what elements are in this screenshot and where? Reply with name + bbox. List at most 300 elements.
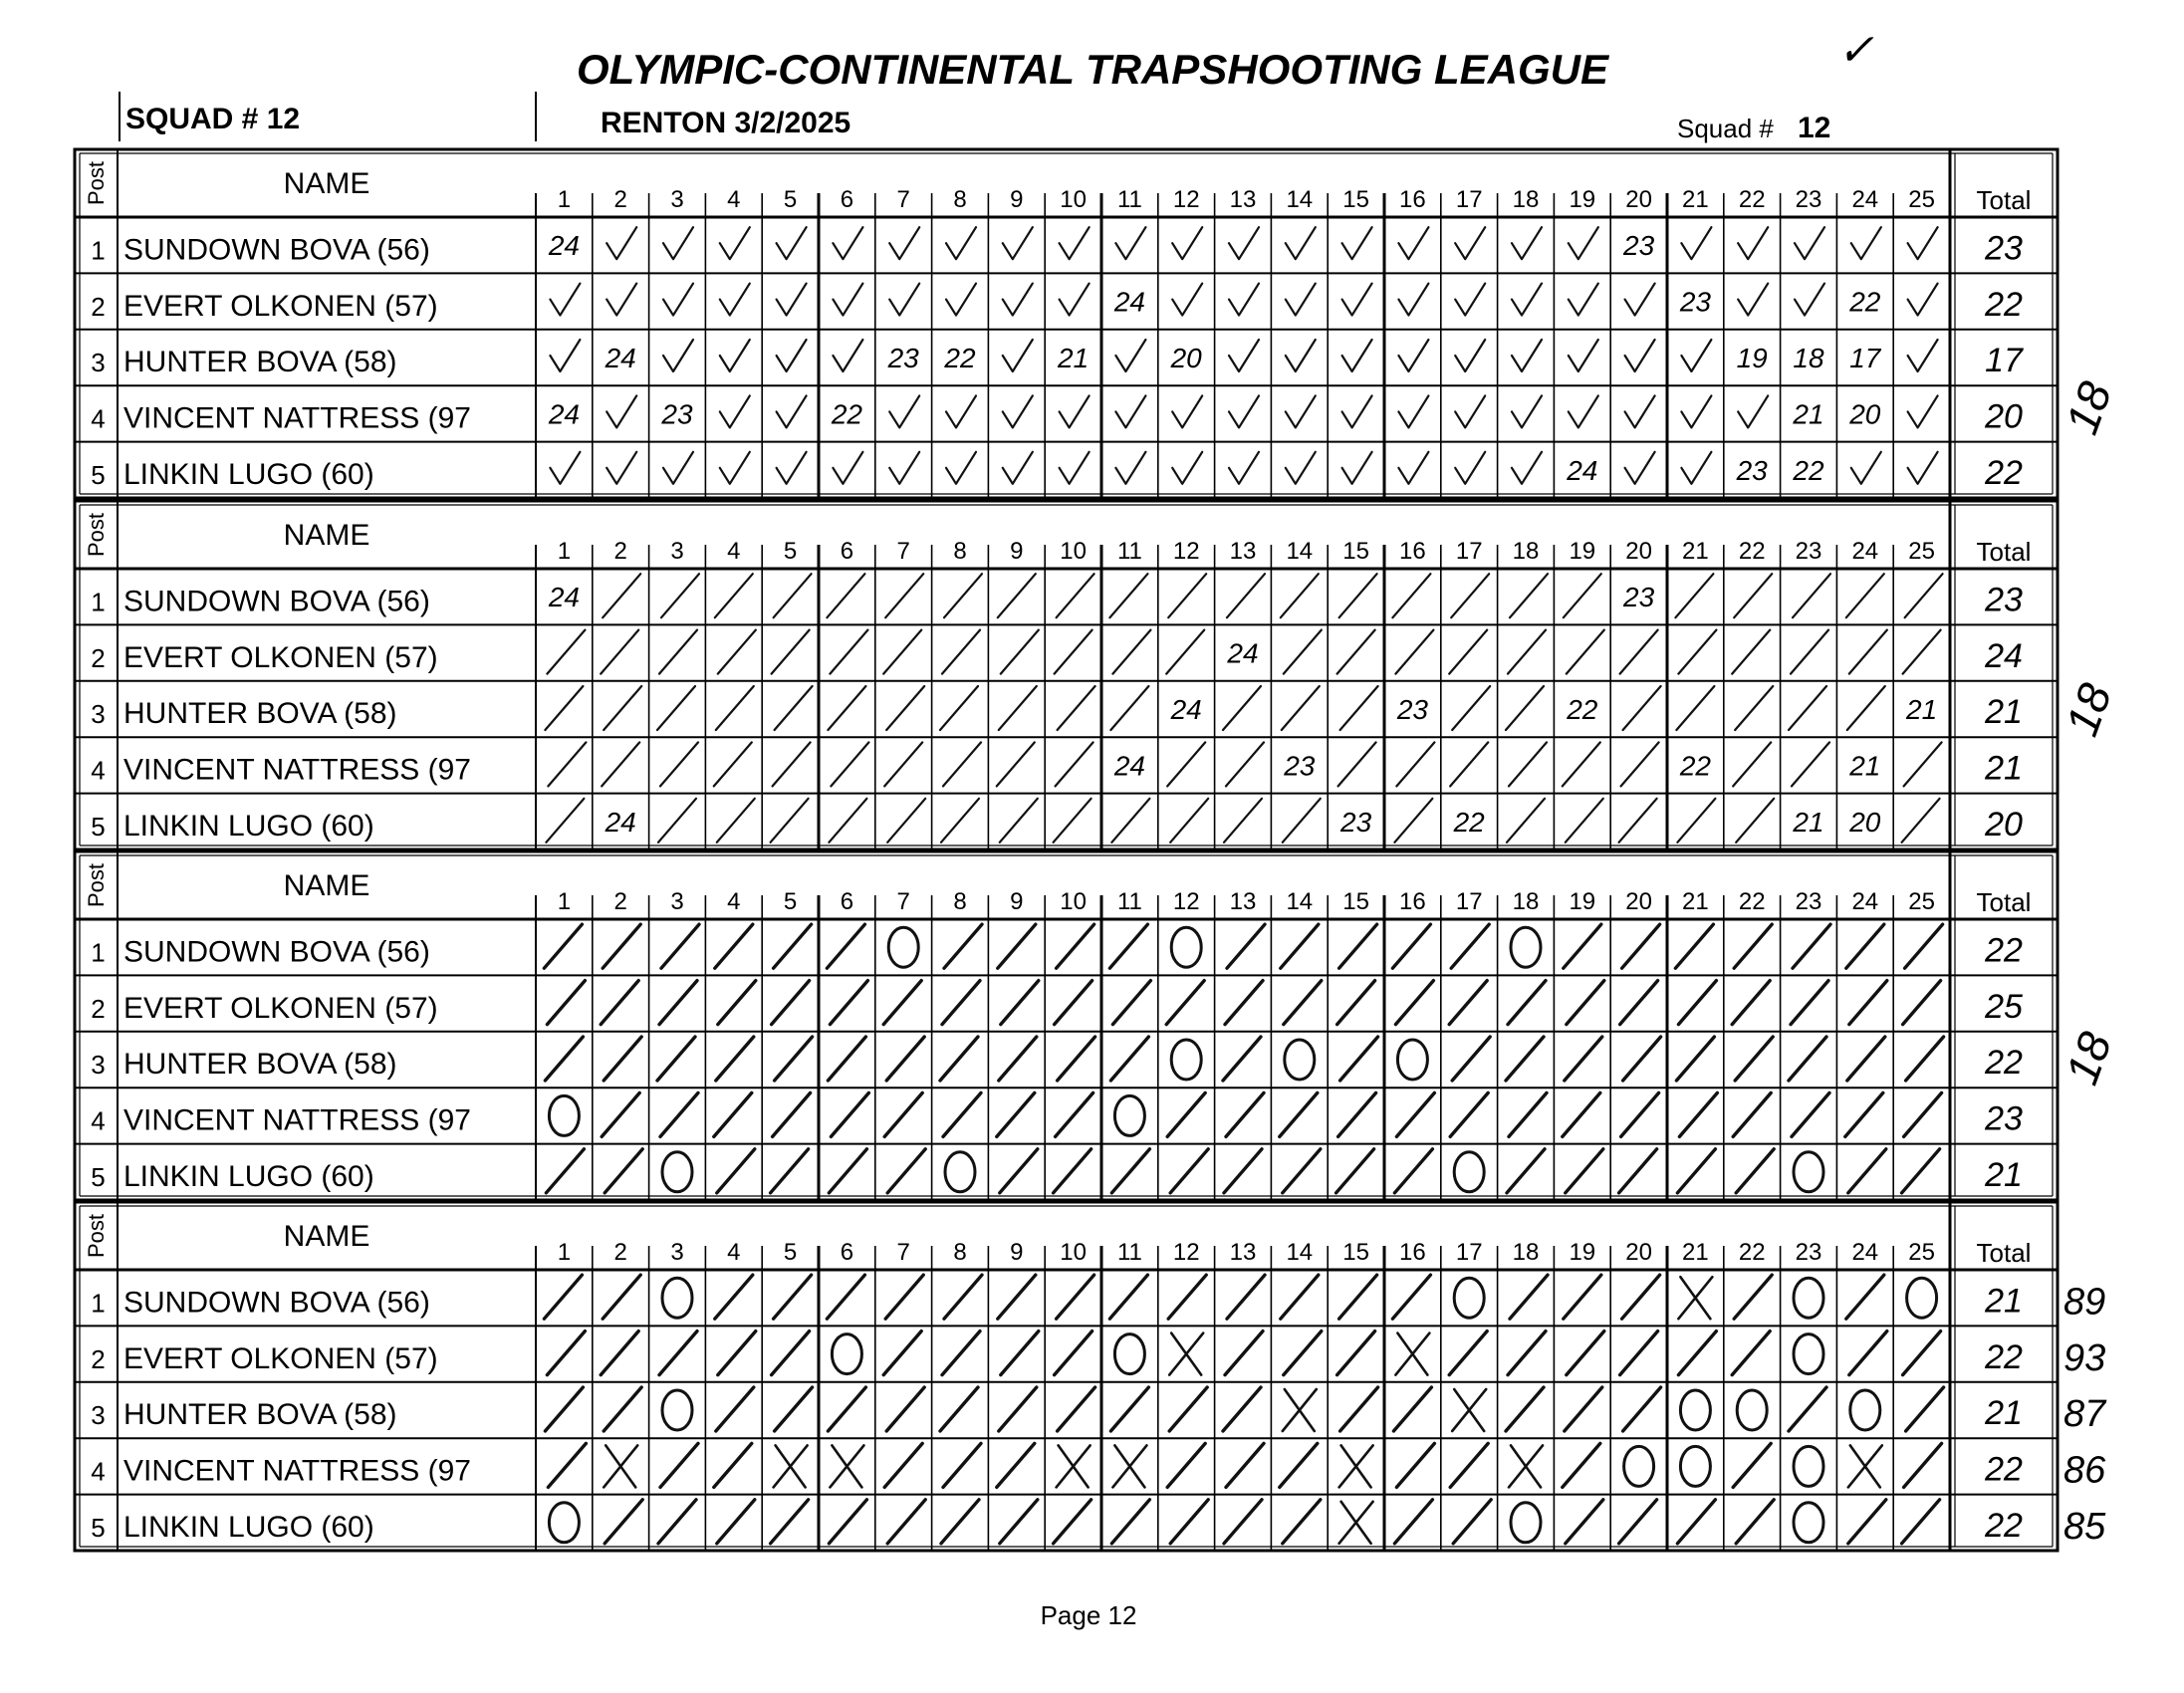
- target-number-header: 14: [1286, 888, 1314, 915]
- check-mark: [1738, 395, 1768, 427]
- slash-mark: [1848, 1149, 1886, 1193]
- shooter-name: VINCENT NATTRESS (97: [123, 1103, 471, 1137]
- slash-mark: [1227, 1275, 1265, 1319]
- target-number-header: 10: [1060, 538, 1087, 565]
- check-mark: [1172, 227, 1202, 259]
- slash-mark: [1338, 1092, 1376, 1136]
- post-header: Post: [84, 160, 109, 206]
- slash-mark: [940, 686, 978, 730]
- target-number-header: 23: [1795, 538, 1822, 565]
- post-number: 1: [91, 1288, 106, 1319]
- target-number-header: 19: [1569, 186, 1596, 213]
- check-mark: [1908, 395, 1938, 427]
- lost-target-mark: [1850, 1390, 1880, 1430]
- check-mark: [1286, 395, 1316, 427]
- slash-mark: [886, 686, 924, 730]
- slash-mark: [830, 981, 867, 1025]
- slash-mark: [1846, 574, 1884, 617]
- slash-mark: [886, 1037, 924, 1081]
- target-number-header: 25: [1908, 1239, 1935, 1266]
- running-count-mark: 24: [605, 343, 636, 373]
- slash-mark: [999, 686, 1037, 730]
- check-mark: [1738, 284, 1768, 316]
- slash-mark: [1110, 1037, 1148, 1081]
- check-mark: [1060, 452, 1090, 484]
- slash-mark: [1623, 686, 1661, 730]
- running-count-mark: 22: [1567, 694, 1598, 725]
- shooter-total: 21: [1985, 1156, 2023, 1194]
- slash-mark: [772, 1331, 810, 1375]
- slash-mark: [1736, 1500, 1774, 1544]
- target-number-header: 13: [1229, 888, 1257, 915]
- slash-mark: [831, 1092, 868, 1136]
- slash-mark: [717, 1149, 755, 1193]
- slash-mark: [604, 686, 641, 730]
- target-number-header: 21: [1682, 186, 1709, 213]
- target-number-header: 15: [1342, 1239, 1369, 1266]
- slash-mark: [771, 799, 809, 843]
- slash-mark: [1451, 924, 1489, 968]
- target-number-header: 22: [1738, 888, 1766, 915]
- check-mark: [1286, 284, 1316, 316]
- round-3-marks: [544, 924, 2023, 1194]
- slash-mark: [774, 574, 812, 617]
- check-mark: [1455, 227, 1485, 259]
- running-count-mark: 24: [605, 806, 636, 838]
- slash-mark: [1054, 1500, 1092, 1544]
- running-count-mark: 18: [1793, 343, 1824, 373]
- target-number-header: 3: [670, 888, 684, 915]
- slash-mark: [661, 924, 699, 968]
- slash-mark: [1058, 1037, 1095, 1081]
- running-count-mark: 24: [1113, 750, 1145, 782]
- running-count-mark: 24: [548, 582, 580, 613]
- check-mark: [1681, 227, 1711, 259]
- slash-mark: [1621, 742, 1659, 786]
- check-mark: [1060, 227, 1090, 259]
- slash-mark: [1508, 981, 1546, 1025]
- check-mark: [1851, 227, 1881, 259]
- slash-mark: [1620, 630, 1658, 674]
- total-header: Total: [1976, 537, 2032, 567]
- running-count-mark: 23: [1623, 582, 1655, 613]
- slash-mark: [1000, 1149, 1038, 1193]
- slash-mark: [1566, 1149, 1603, 1193]
- slash-mark: [1281, 924, 1319, 968]
- slash-mark: [1449, 1331, 1487, 1375]
- check-mark: [1625, 284, 1655, 316]
- target-number-header: 16: [1399, 186, 1426, 213]
- slash-mark: [604, 1387, 641, 1431]
- slash-mark: [1223, 1387, 1261, 1431]
- lost-target-mark: [888, 927, 918, 967]
- slash-mark: [773, 742, 811, 786]
- check-mark: [1851, 452, 1881, 484]
- target-number-header: 8: [953, 186, 967, 213]
- slash-mark: [944, 924, 982, 968]
- slash-mark: [602, 1092, 639, 1136]
- slash-mark: [1567, 1331, 1604, 1375]
- slash-mark: [944, 574, 982, 617]
- slash-mark: [774, 1275, 812, 1319]
- slash-mark: [885, 574, 923, 617]
- slash-mark: [884, 1443, 922, 1487]
- target-number-header: 8: [953, 538, 967, 565]
- check-mark: [1512, 452, 1542, 484]
- slash-mark: [1677, 1149, 1715, 1193]
- shooter-name: LINKIN LUGO (60): [123, 1160, 374, 1193]
- running-count-mark: 23: [1396, 694, 1428, 725]
- shooter-name: HUNTER BOVA (58): [123, 346, 397, 379]
- slash-mark: [1675, 924, 1713, 968]
- slash-mark: [1336, 1149, 1374, 1193]
- slash-mark: [1283, 1500, 1321, 1544]
- x-mark: [1678, 1277, 1712, 1319]
- slash-mark: [1849, 630, 1887, 674]
- post-number: 4: [91, 403, 106, 434]
- slash-mark: [605, 1149, 642, 1193]
- target-number-header: 2: [613, 538, 627, 565]
- slash-mark: [1734, 924, 1772, 968]
- slash-mark: [1563, 1092, 1600, 1136]
- slash-mark: [1904, 1443, 1942, 1487]
- post-number: 2: [91, 642, 106, 673]
- target-number-header: 9: [1010, 538, 1024, 565]
- target-number-header: 17: [1455, 888, 1483, 915]
- target-number-header: 11: [1116, 1239, 1142, 1266]
- slash-mark: [660, 742, 698, 786]
- slash-mark: [1506, 686, 1544, 730]
- lost-target-mark: [1114, 1334, 1144, 1374]
- slash-mark: [1281, 1275, 1319, 1319]
- slash-mark: [1732, 1331, 1770, 1375]
- check-mark: [833, 340, 862, 371]
- slash-mark: [1058, 1387, 1095, 1431]
- target-number-header: 13: [1229, 538, 1257, 565]
- slash-mark: [828, 686, 865, 730]
- slash-mark: [1395, 981, 1433, 1025]
- x-mark: [604, 1445, 637, 1487]
- slash-mark: [1506, 1037, 1544, 1081]
- slash-mark: [1902, 1149, 1940, 1193]
- check-mark: [663, 452, 693, 484]
- x-mark: [1169, 1333, 1203, 1375]
- slash-mark: [718, 630, 756, 674]
- running-count-mark: 23: [1623, 230, 1655, 262]
- check-mark: [1342, 227, 1372, 259]
- target-number-header: 20: [1625, 538, 1652, 565]
- slash-mark: [1793, 574, 1830, 617]
- slash-mark: [1392, 924, 1430, 968]
- post-number: 2: [91, 993, 106, 1024]
- slash-mark: [1904, 1092, 1942, 1136]
- x-mark: [1339, 1502, 1373, 1544]
- slash-mark: [545, 686, 583, 730]
- slash-mark: [1223, 686, 1261, 730]
- shooter-name: EVERT OLKONEN (57): [123, 1341, 438, 1375]
- round-1-table: [75, 149, 2058, 498]
- post-number: 3: [91, 699, 106, 730]
- slash-mark: [1055, 630, 1092, 674]
- slash-mark: [940, 1037, 978, 1081]
- check-mark: [1060, 395, 1090, 427]
- event-label: RENTON 3/2/2025: [601, 107, 851, 139]
- post-number: 4: [91, 755, 106, 786]
- check-mark: [777, 227, 807, 259]
- check-mark: [1342, 284, 1372, 316]
- target-number-header: 25: [1908, 538, 1935, 565]
- slash-mark: [1733, 1092, 1771, 1136]
- slash-mark: [1227, 574, 1265, 617]
- slash-mark: [1676, 1037, 1714, 1081]
- running-count-mark: 21: [1849, 750, 1881, 782]
- squad-label: SQUAD # 12: [125, 103, 301, 135]
- check-mark: [889, 284, 919, 316]
- check-mark: [1738, 227, 1768, 259]
- name-header: NAME: [283, 519, 370, 552]
- slash-mark: [941, 1500, 979, 1544]
- slash-mark: [887, 799, 925, 843]
- slash-mark: [1619, 1500, 1657, 1544]
- check-mark: [1229, 340, 1259, 371]
- slash-mark: [1677, 1500, 1715, 1544]
- slash-mark: [1225, 981, 1263, 1025]
- check-mark: [1908, 452, 1938, 484]
- slash-mark: [1564, 1275, 1601, 1319]
- slash-mark: [1166, 630, 1204, 674]
- slash-mark: [1847, 1037, 1885, 1081]
- post-number: 2: [91, 1343, 106, 1374]
- slash-mark: [942, 630, 980, 674]
- target-number-header: 20: [1625, 186, 1652, 213]
- slash-mark: [1453, 1500, 1491, 1544]
- round-1-marks: [548, 227, 2024, 492]
- slash-mark: [1677, 799, 1715, 843]
- slash-mark: [1507, 799, 1545, 843]
- lost-target-mark: [1171, 1040, 1201, 1080]
- round-4-table: [75, 1202, 2058, 1551]
- slash-mark: [658, 1500, 696, 1544]
- slash-mark: [1903, 1331, 1941, 1375]
- slash-mark: [1394, 1149, 1432, 1193]
- check-mark: [1115, 227, 1145, 259]
- slash-mark: [602, 742, 639, 786]
- slash-mark: [1392, 1275, 1430, 1319]
- x-mark: [1057, 1445, 1091, 1487]
- name-header: NAME: [283, 869, 370, 902]
- target-number-header: 19: [1569, 1239, 1596, 1266]
- lost-target-mark: [1794, 1278, 1823, 1318]
- slash-mark: [716, 1037, 754, 1081]
- slash-mark: [1732, 630, 1770, 674]
- slash-mark: [1393, 1387, 1431, 1431]
- target-number-header: 18: [1512, 888, 1540, 915]
- target-number-header: 3: [670, 538, 684, 565]
- target-number-header: 21: [1682, 538, 1709, 565]
- slash-mark: [1619, 799, 1657, 843]
- post-header: Post: [84, 512, 109, 558]
- target-number-header: 6: [840, 538, 854, 565]
- slash-mark: [1169, 1387, 1207, 1431]
- target-number-header: 6: [840, 1239, 854, 1266]
- lost-target-mark: [1794, 1334, 1823, 1374]
- slash-mark: [1903, 981, 1941, 1025]
- slash-mark: [1735, 686, 1773, 730]
- check-mark: [550, 340, 580, 371]
- lost-target-mark: [1737, 1390, 1767, 1430]
- slash-mark: [775, 1037, 813, 1081]
- slash-mark: [1055, 1331, 1092, 1375]
- target-number-header: 12: [1172, 186, 1200, 213]
- check-mark: [1908, 227, 1938, 259]
- lost-target-mark: [1907, 1278, 1937, 1318]
- slash-mark: [1906, 1037, 1944, 1081]
- target-number-header: 22: [1738, 538, 1766, 565]
- post-number: 1: [91, 937, 106, 968]
- slash-mark: [1675, 574, 1713, 617]
- check-mark: [663, 340, 693, 371]
- slash-mark: [548, 1443, 586, 1487]
- league-title: OLYMPIC-CONTINENTAL TRAPSHOOTING LEAGUE: [577, 46, 1608, 93]
- slash-mark: [1452, 1037, 1490, 1081]
- running-count-mark: 17: [1849, 343, 1881, 373]
- target-number-header: 24: [1851, 538, 1879, 565]
- slash-mark: [1678, 630, 1716, 674]
- check-mark: [720, 395, 750, 427]
- x-mark: [1395, 1333, 1429, 1375]
- running-count-mark: 24: [548, 230, 580, 262]
- target-number-header: 18: [1512, 538, 1540, 565]
- slash-mark: [1224, 1149, 1262, 1193]
- margin-notes: [2056, 374, 2122, 1548]
- check-mark: [1286, 452, 1316, 484]
- slash-mark: [1056, 1092, 1093, 1136]
- target-number-header: 19: [1569, 888, 1596, 915]
- target-number-header: 9: [1010, 186, 1024, 213]
- check-mark: [1229, 227, 1259, 259]
- check-mark: [663, 227, 693, 259]
- shooter-total: 17: [1985, 342, 2023, 380]
- check-mark: [833, 284, 862, 316]
- slash-mark: [1846, 924, 1884, 968]
- slash-mark: [1623, 1387, 1661, 1431]
- target-number-header: 2: [613, 888, 627, 915]
- shooter-total: 25: [1985, 987, 2023, 1026]
- slash-mark: [659, 630, 697, 674]
- slash-mark: [1508, 630, 1546, 674]
- slash-mark: [1058, 686, 1095, 730]
- slash-mark: [1281, 574, 1319, 617]
- check-mark: [1512, 227, 1542, 259]
- slash-mark: [1394, 1500, 1432, 1544]
- slash-mark: [1170, 799, 1208, 843]
- margin-tally-note: 18: [2055, 374, 2122, 441]
- slash-mark: [547, 1331, 585, 1375]
- shooter-total: 22: [1985, 1507, 2023, 1545]
- final-score-note: 87: [2063, 1393, 2106, 1436]
- target-number-header: 16: [1399, 538, 1426, 565]
- slash-mark: [1509, 742, 1547, 786]
- running-count-mark: 23: [887, 343, 919, 373]
- check-mark: [1512, 395, 1542, 427]
- target-number-header: 24: [1851, 186, 1879, 213]
- shooter-name: HUNTER BOVA (58): [123, 697, 397, 731]
- slash-mark: [1339, 924, 1377, 968]
- lost-target-mark: [662, 1390, 692, 1430]
- slash-mark: [601, 630, 638, 674]
- slash-mark: [714, 742, 752, 786]
- slash-mark: [658, 799, 696, 843]
- slash-mark: [1109, 1275, 1147, 1319]
- slash-mark: [1166, 981, 1204, 1025]
- slash-mark: [1283, 799, 1321, 843]
- post-number: 3: [91, 1050, 106, 1081]
- post-number: 3: [91, 348, 106, 378]
- slash-mark: [884, 742, 922, 786]
- target-number-header: 6: [840, 888, 854, 915]
- slash-mark: [772, 981, 810, 1025]
- slash-mark: [1226, 742, 1264, 786]
- round-3-table: [75, 851, 2058, 1200]
- running-count-mark: 24: [1170, 694, 1202, 725]
- lost-target-mark: [1511, 1503, 1541, 1543]
- running-count-mark: 23: [1736, 454, 1768, 486]
- check-mark: [1681, 452, 1711, 484]
- running-count-mark: 19: [1736, 343, 1768, 373]
- slash-mark: [1000, 799, 1038, 843]
- margin-tally-note: 18: [2055, 676, 2122, 743]
- target-number-header: 1: [557, 538, 572, 565]
- slash-mark: [1110, 1387, 1148, 1431]
- check-mark: [1003, 452, 1033, 484]
- target-number-header: 20: [1625, 1239, 1652, 1266]
- check-mark: [1569, 227, 1598, 259]
- check-mark: [1115, 340, 1145, 371]
- slash-mark: [1506, 1387, 1544, 1431]
- slash-mark: [659, 981, 697, 1025]
- target-number-header: 9: [1010, 1239, 1024, 1266]
- check-mark: [777, 395, 807, 427]
- check-mark: [1908, 284, 1938, 316]
- slash-mark: [1791, 630, 1828, 674]
- shooter-name: SUNDOWN BOVA (56): [123, 233, 430, 267]
- slash-mark: [1451, 574, 1489, 617]
- running-count-mark: 24: [1113, 286, 1145, 318]
- slash-mark: [1224, 1500, 1262, 1544]
- slash-mark: [1735, 1037, 1773, 1081]
- x-mark: [774, 1445, 808, 1487]
- slash-mark: [1902, 799, 1940, 843]
- lost-target-mark: [1171, 927, 1201, 967]
- lost-target-mark: [1794, 1152, 1823, 1192]
- slash-mark: [716, 686, 754, 730]
- total-header: Total: [1976, 1238, 2032, 1268]
- lost-target-mark: [1397, 1040, 1427, 1080]
- check-mark: [1342, 340, 1372, 371]
- x-mark: [1452, 1389, 1486, 1431]
- target-number-header: 17: [1455, 538, 1483, 565]
- running-count-mark: 24: [1227, 637, 1259, 669]
- post-number: 5: [91, 1513, 106, 1543]
- check-mark: [777, 284, 807, 316]
- check-mark: [1569, 340, 1598, 371]
- name-header: NAME: [283, 167, 370, 200]
- target-number-header: 23: [1795, 186, 1822, 213]
- target-number-header: 1: [557, 1239, 572, 1266]
- slash-mark: [714, 1092, 752, 1136]
- slash-mark: [1284, 630, 1322, 674]
- slash-mark: [998, 924, 1036, 968]
